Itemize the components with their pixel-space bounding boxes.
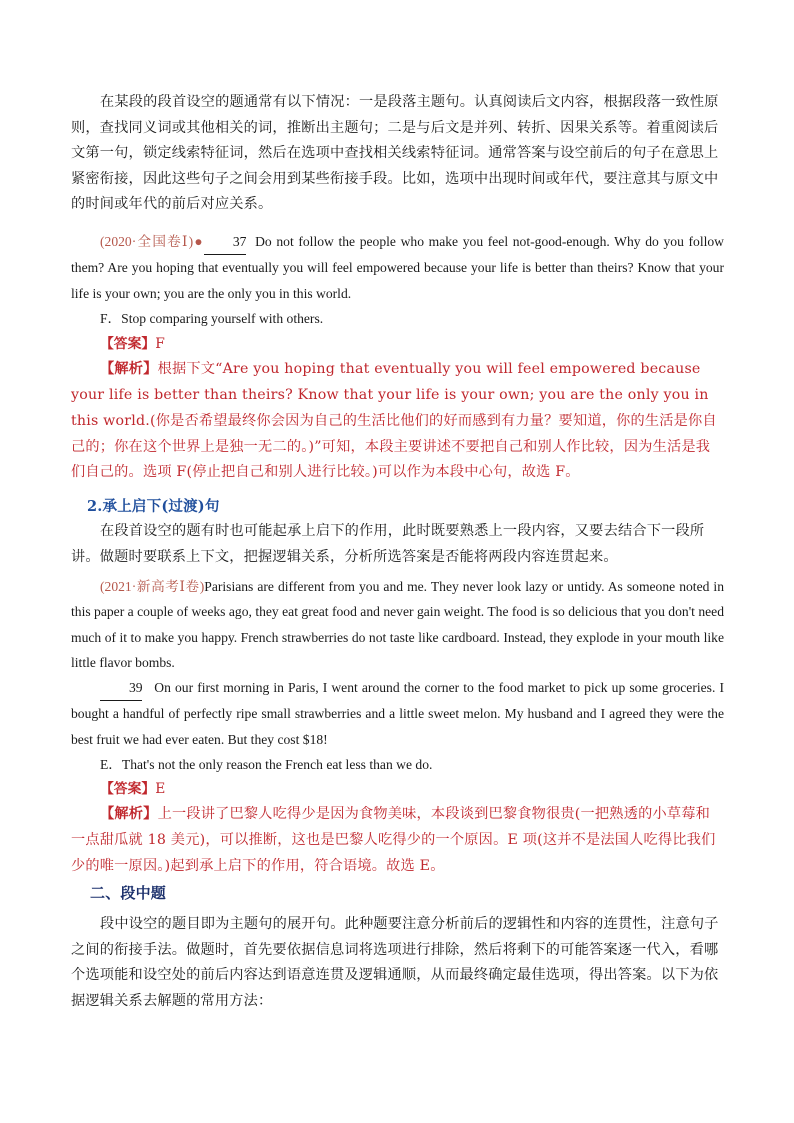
intro-paragraph [71,90,724,218]
example-2 [71,574,724,880]
answer-value: E [155,781,166,798]
analysis-text: 上一段讲了巴黎人吃得少是因为食物美味，本段谈到巴黎食物很贵(一把熟透的小草莓和一点甜瓜就 18 美元)，可以推断，这也是巴黎人吃得少的一个原因。E 项(这并不是法国人吃得比我们少的唯一原因。)起到承上启下的作用，符合语境。故选 E。 [71,806,716,874]
analysis-line [71,802,724,879]
heading-line [71,494,724,521]
heading-line [71,881,724,908]
example-passage [71,574,724,675]
transition-paragraph [71,519,724,570]
section-title: 二、段中题 [90,884,167,902]
paragraph-text: 段中设空的题目即为主题句的展开句。此种题要注意分析前后的逻辑性和内容的连贯性，注意句子之间的衔接手法。做题时，首先要依据信息词将选项进行排除，然后将剩下的可能答案逐一代入，看哪个选项能和设空处的前后内容达到语意连贯及逻辑通顺，从而最终确定最佳选项，得出答案。以下为依据逻辑关系去解题的常用方法： [71,916,719,1009]
answer-label: 【答案】 [100,336,156,353]
example-source: (2021·新高考Ⅰ卷) [100,579,205,594]
analysis-label: 【解析】 [100,806,158,823]
heading-transition [71,494,724,521]
answer-value: F [155,336,165,353]
example-passage-2 [71,675,724,752]
subheading: 2.承上启下(过渡)句 [87,498,220,515]
option-text: E．That's not the only reason the French eat less than we do. [100,757,433,773]
passage-text: Do not follow the people who make you feel not-good-enough. Why do you follow them? Are you hoping that eventually you will feel empowered because your life is better than theirs? Know that your life is your own; you are the only you in this world. [71,234,724,301]
blank-number: 39 [100,675,142,701]
analysis-text: 根据下文“Are you hoping that eventually you will feel empowered because your life is better than theirs? Know that your life is your own; you are the only you in this world.(你是否希望最终你会因为自己的生活比他们的好而感到有力量？要知道，你的生活是你自己的；你在这个世界上是独一无二的。)”可知，本段主要讲述不要把自己和别人作比较，因为生活是我们自己的。选项 F(停止把自己和别人进行比较。)可以作为本段中心句，故选 F。 [71,361,717,481]
analysis-line [71,357,724,486]
paragraph-text: 在段首设空的题有时也可能起承上启下的作用，此时既要熟悉上一段内容，又要去结合下一段所讲。做题时要联系上下文，把握逻辑关系，分析所选答案是否能将两段内容连贯起来。 [71,523,705,565]
answer-line [71,332,724,357]
analysis-label: 【解析】 [100,361,158,378]
answer-label: 【答案】 [100,781,156,798]
example-passage [71,229,724,306]
passage-text: On our first morning in Paris, I went around the corner to the food market to pick up some groceries. I bought a handful of perfectly ripe small strawberries and a little sweet melon. My husband and I agreed they were the best fruit we had ever eaten. But they cost $18! [71,680,724,747]
passage-text: Parisians are different from you and me. They never look lazy or untidy. As someone noted in this paper a couple of weeks ago, they eat great food and never gain weight. The food is so delicious that you don't need much of it to make you happy. French strawberries do not taste like cardboard. Instead, they explode in your mouth like little flavor bombs. [71,579,725,670]
paragraph-text: 在某段的段首设空的题通常有以下情况：一是段落主题句。认真阅读后文内容，根据段落一致性原则，查找同义词或其他相关的词，推断出主题句；二是与后文是并列、转折、因果关系等。着重阅读后文第一句，锁定线索特征词，然后在选项中查找相关线索特征词。通常答案与设空前后的句子在意思上紧密衔接，因此这些句子之间会用到某些衔接手段。比如，选项中出现时间或年代，要注意其与原文中的时间或年代的前后对应关系。 [71,94,719,213]
example-1 [71,229,724,486]
answer-line [71,777,724,802]
blank-number: 37 [204,229,246,255]
mid-paragraph [71,912,724,1014]
section-heading [71,881,724,908]
example-source: (2020·全国卷Ⅰ)● [100,234,204,249]
option-text: F．Stop comparing yourself with others. [100,310,324,326]
